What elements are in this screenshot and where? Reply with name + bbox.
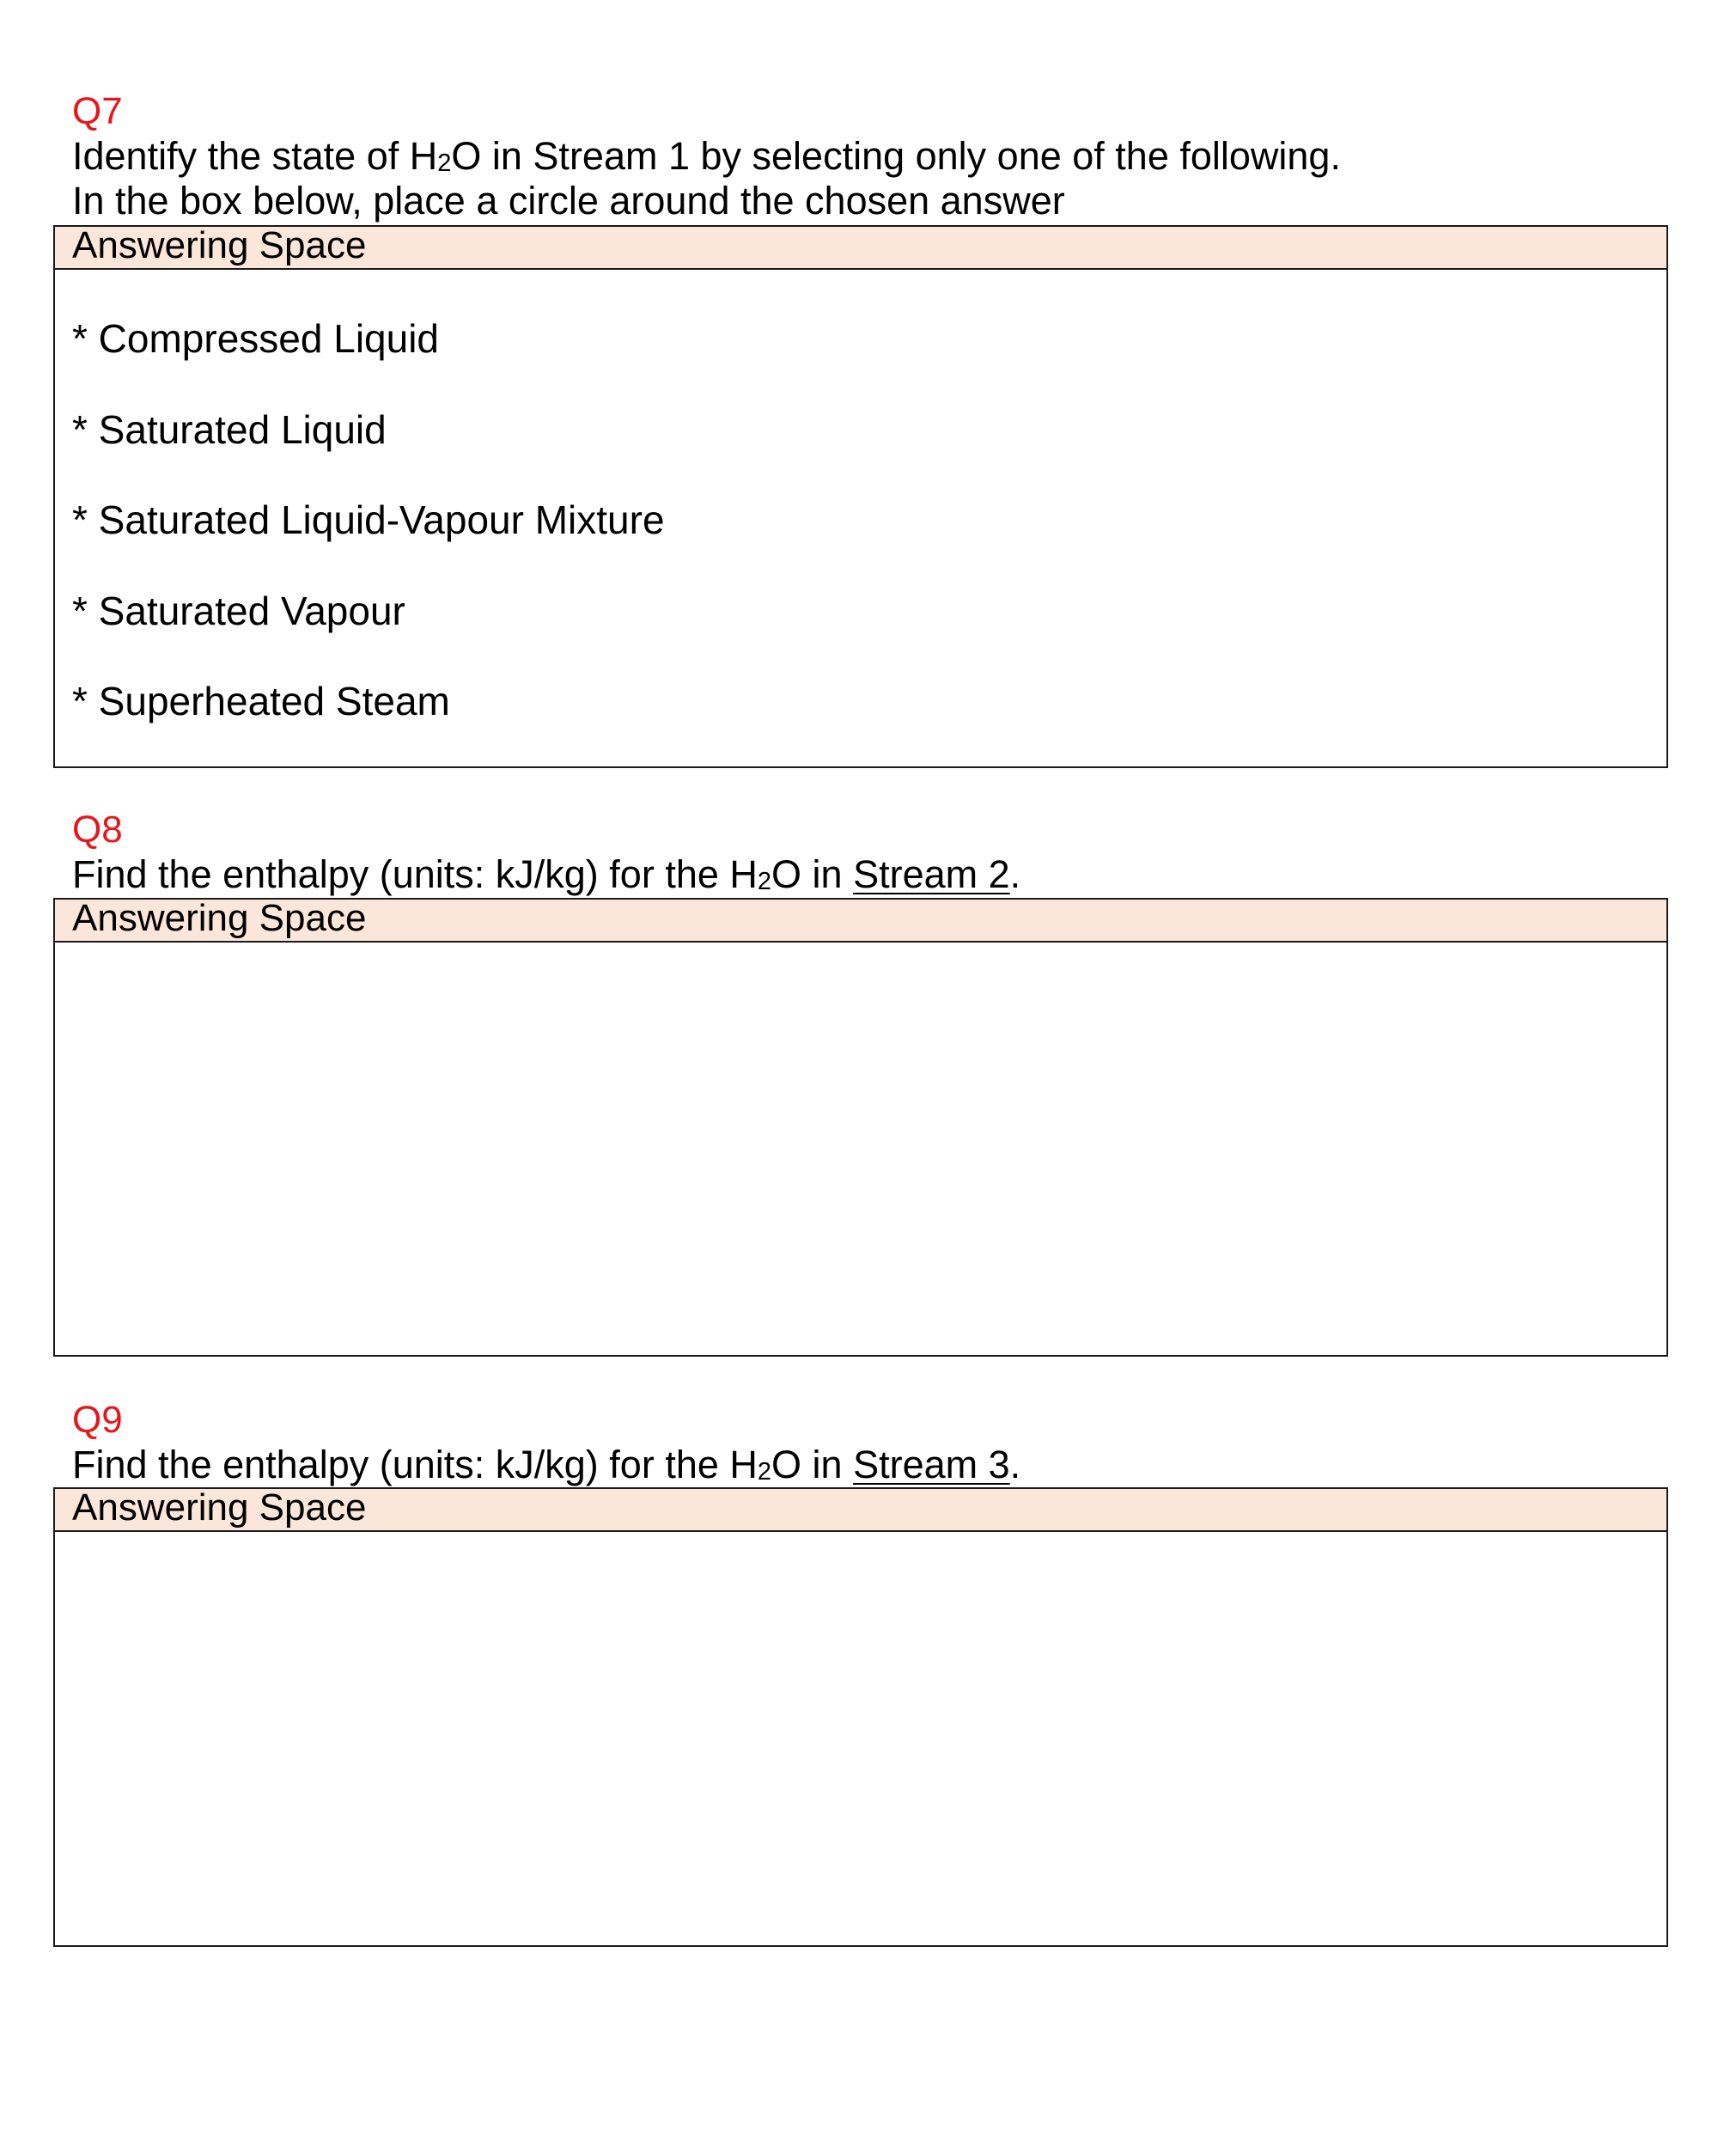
q8-answer-box[interactable] <box>53 898 1668 1357</box>
q7-instruction-line-1 <box>72 134 1341 179</box>
q7-option-compressed-liquid[interactable]: * Compressed Liquid <box>72 316 440 361</box>
q7-line1-pre: Identify the state of H <box>72 134 438 178</box>
q8-subscript: 2 <box>757 868 772 895</box>
q9-question <box>72 1443 1020 1487</box>
q8-number: Q8 <box>72 809 123 851</box>
q8-stream-reference: Stream 2 <box>853 852 1010 896</box>
q9-number: Q9 <box>72 1399 123 1441</box>
q9-mid: O in <box>771 1443 854 1486</box>
q7-option-saturated-vapour[interactable]: * Saturated Vapour <box>72 589 405 633</box>
q7-line1-post: O in Stream 1 by selecting only one of the following. <box>451 134 1341 178</box>
q9-answer-box[interactable] <box>53 1487 1668 1947</box>
q7-answer-header: Answering Space <box>55 227 1666 270</box>
q7-option-saturated-liquid[interactable]: * Saturated Liquid <box>72 407 387 452</box>
q7-option-liquid-vapour-mixture[interactable]: * Saturated Liquid-Vapour Mixture <box>72 497 665 542</box>
q7-option-superheated-steam[interactable]: * Superheated Steam <box>72 679 450 723</box>
q8-pre: Find the enthalpy (units: kJ/kg) for the H <box>72 852 758 896</box>
q7-answer-box[interactable] <box>53 225 1668 768</box>
q7-instruction-line-2: In the box below, place a circle around the chosen answer <box>72 179 1065 223</box>
q7-line1-subscript: 2 <box>437 150 452 177</box>
q8-mid: O in <box>771 852 854 896</box>
q8-question <box>72 852 1020 897</box>
q9-answer-header: Answering Space <box>55 1489 1666 1532</box>
q9-subscript: 2 <box>757 1458 772 1486</box>
q7-number: Q7 <box>72 90 123 132</box>
q9-post: . <box>1009 1443 1021 1486</box>
q8-answer-header: Answering Space <box>55 900 1666 943</box>
q9-stream-reference: Stream 3 <box>853 1443 1010 1486</box>
q9-pre: Find the enthalpy (units: kJ/kg) for the H <box>72 1443 758 1486</box>
q8-post: . <box>1009 852 1021 896</box>
